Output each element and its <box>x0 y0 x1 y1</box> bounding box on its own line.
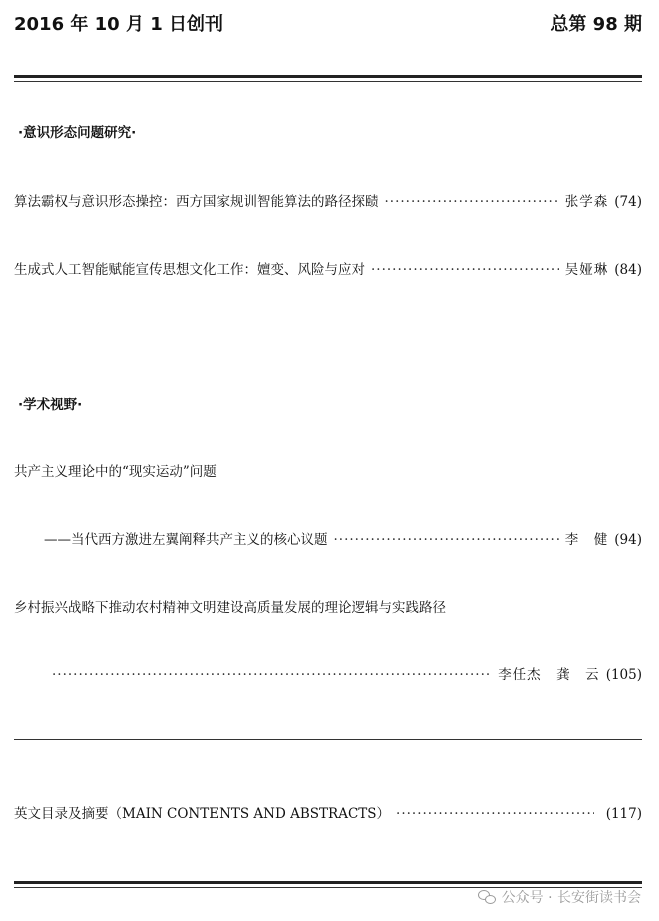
entry-page: (117) <box>605 806 642 822</box>
entry-author: 李 健 <box>564 532 609 548</box>
dot-leader <box>334 532 559 548</box>
toc-entry-3[interactable] <box>44 528 642 548</box>
entry-title: 算法霸权与意识形态操控：西方国家规训智能算法的路径探赜 <box>14 194 379 210</box>
header-issue-total: 总第 98 期 <box>550 14 642 35</box>
entry-page: (105) <box>605 667 642 683</box>
top-rule <box>14 75 642 78</box>
section-title-academic: ·学术视野· <box>18 397 83 413</box>
section-title-ideology: ·意识形态问题研究· <box>18 125 137 141</box>
dot-leader <box>396 806 594 822</box>
toc-entry-3-title[interactable]: 共产主义理论中的“现实运动”问题 <box>14 464 217 480</box>
top-rule-thin <box>14 81 642 82</box>
toc-entry-4[interactable] <box>52 663 642 683</box>
entry-author: 李任杰 龚 云 <box>498 667 600 683</box>
entry-author: 张学森 <box>564 194 609 210</box>
middle-rule <box>14 739 642 740</box>
dot-leader <box>371 262 559 278</box>
wechat-icon <box>478 890 496 904</box>
bottom-rule <box>14 881 642 884</box>
entry-author: 吴娅琳 <box>564 262 609 278</box>
entry-page: (84) <box>614 262 642 278</box>
toc-entry-1[interactable] <box>14 190 642 210</box>
entry-page: (74) <box>614 194 642 210</box>
dot-leader <box>385 194 559 210</box>
toc-entry-4-title[interactable]: 乡村振兴战略下推动农村精神文明建设高质量发展的理论逻辑与实践路径 <box>14 600 446 616</box>
toc-entry-english[interactable] <box>14 802 642 822</box>
entry-title: 英文目录及摘要（MAIN CONTENTS AND ABSTRACTS） <box>14 806 391 822</box>
toc-entry-2[interactable] <box>14 258 642 278</box>
entry-subtitle: ——当代西方激进左翼阐释共产主义的核心议题 <box>44 532 328 548</box>
entry-page: (94) <box>614 532 642 548</box>
header-founded: 2016 年 10 月 1 日创刊 <box>14 14 224 35</box>
entry-title: 生成式人工智能赋能宣传思想文化工作：嬗变、风险与应对 <box>14 262 365 278</box>
dot-leader <box>52 667 492 683</box>
watermark <box>478 887 641 907</box>
watermark-text: 公众号 · 长安街读书会 <box>501 890 641 906</box>
